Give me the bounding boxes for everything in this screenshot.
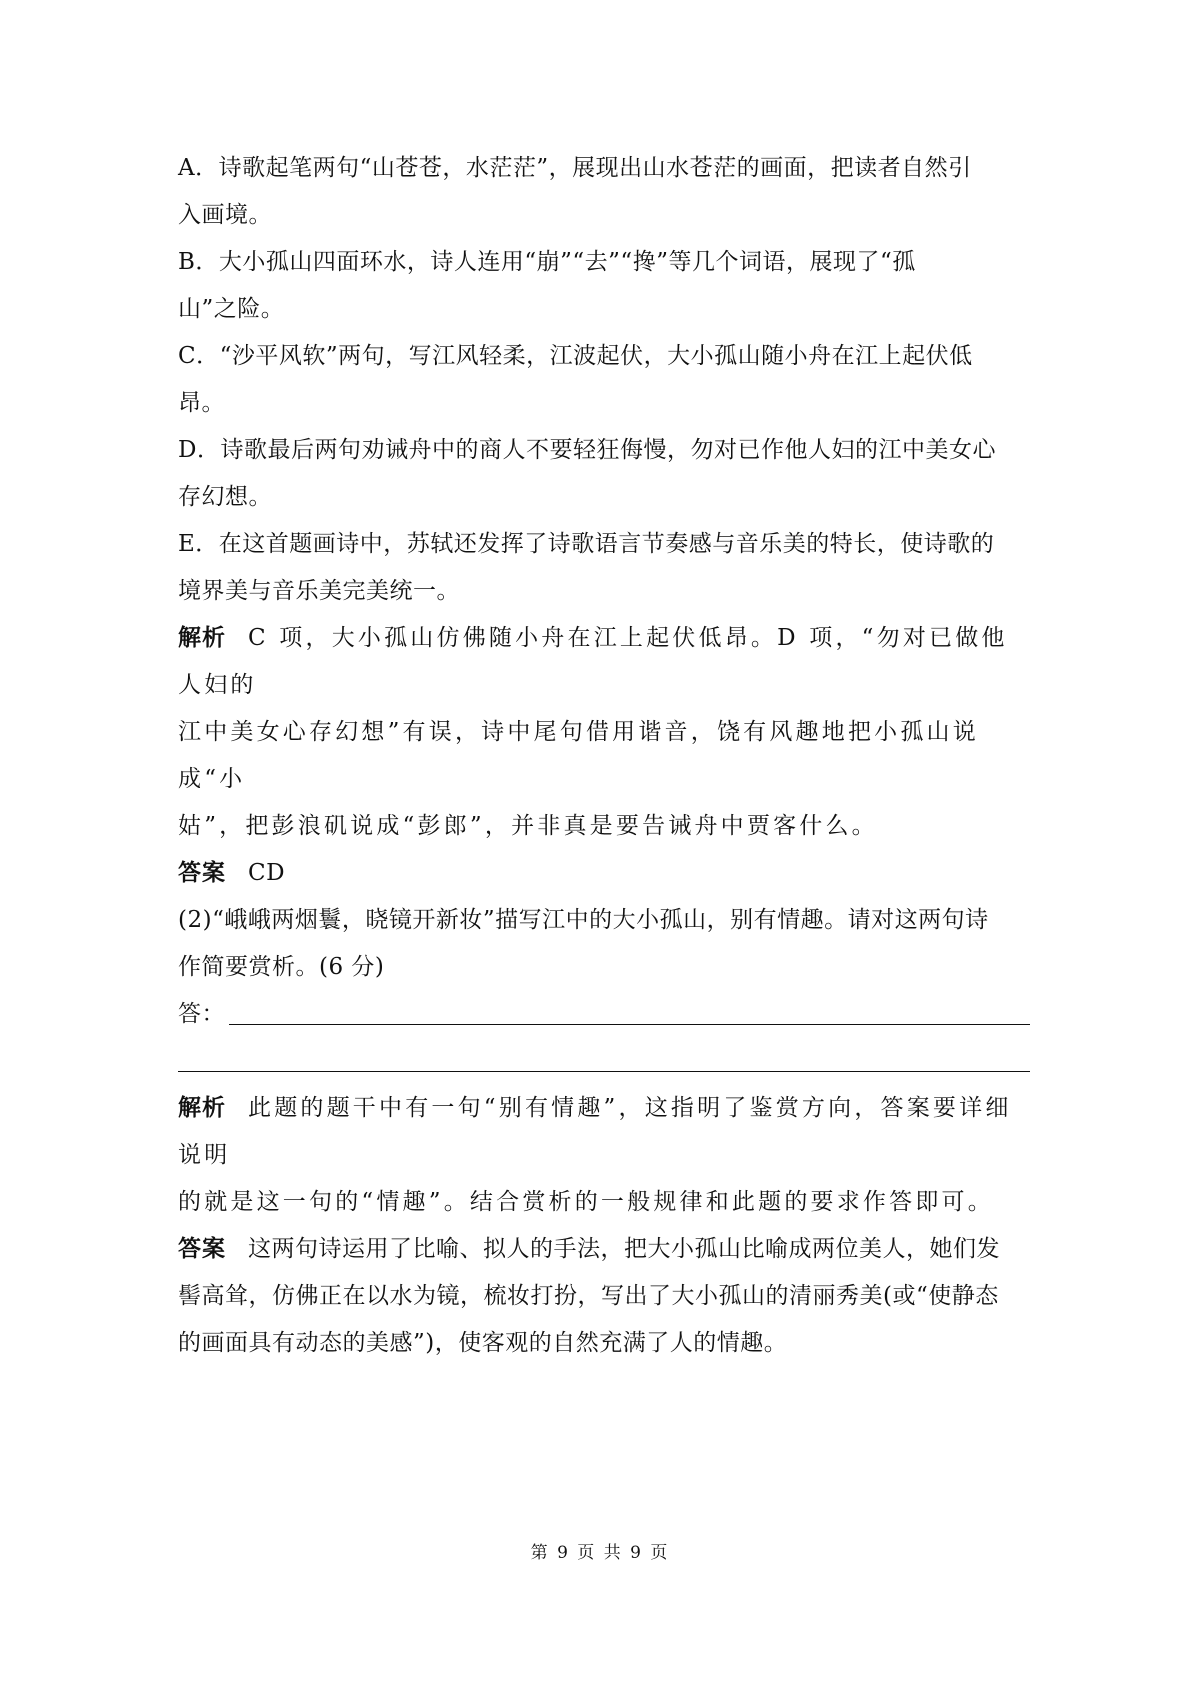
analysis-2-line2: 的就是这一句的“情趣”。结合赏析的一般规律和此题的要求作答即可。 xyxy=(178,1189,994,1215)
option-d-line1: D．诗歌最后两句劝诫舟中的商人不要轻狂侮慢，勿对已作他人妇的江中美女心 xyxy=(178,437,996,463)
answer-2-label: 答案 xyxy=(178,1236,226,1262)
option-a xyxy=(178,145,1030,239)
option-b-line2: 山”之险。 xyxy=(178,296,285,322)
document-body xyxy=(178,145,1030,1367)
option-c-line1: C．“沙平风软”两句，写江风轻柔，江波起伏，大小孤山随小舟在江上起伏低 xyxy=(178,343,973,369)
option-e xyxy=(178,521,1030,615)
answer-2 xyxy=(178,1226,1030,1367)
option-b-line1: B．大小孤山四面环水，诗人连用“崩”“去”“搀”等几个词语，展现了“孤 xyxy=(178,249,916,275)
analysis-1-line2: 江中美女心存幻想”有误，诗中尾句借用谐音，饶有风趣地把小孤山说成“小 xyxy=(178,719,979,792)
question-2 xyxy=(178,897,1030,1085)
option-c xyxy=(178,333,1030,427)
option-c-line2: 昂。 xyxy=(178,390,225,416)
question-2-line2: 作简要赏析。(6 分) xyxy=(178,954,385,980)
question-2-line1: (2)“峨峨两烟鬟，晓镜开新妆”描写江中的大小孤山，别有情趣。请对这两句诗 xyxy=(178,907,989,933)
answer-blank-line-2[interactable] xyxy=(178,1071,1030,1072)
answer-1 xyxy=(178,850,1030,897)
option-b xyxy=(178,239,1030,333)
answer-blank-row-2 xyxy=(178,1038,1030,1085)
analysis-2-line1: 此题的题干中有一句“别有情趣”，这指明了鉴赏方向，答案要详细说明 xyxy=(178,1095,1012,1168)
analysis-1-label: 解析 xyxy=(178,625,226,651)
option-d xyxy=(178,427,1030,521)
answer-prompt: 答： xyxy=(178,1001,225,1027)
option-a-line1: A．诗歌起笔两句“山苍苍，水茫茫”，展现出山水苍茫的画面，把读者自然引 xyxy=(178,155,972,181)
option-d-line2: 存幻想。 xyxy=(178,484,272,510)
answer-blank-row xyxy=(178,991,1030,1038)
answer-2-line2: 髻高耸，仿佛正在以水为镜，梳妆打扮，写出了大小孤山的清丽秀美(或“使静态 xyxy=(178,1283,999,1309)
page-footer: 第 9 页 共 9 页 xyxy=(530,1543,670,1563)
answer-2-line3: 的画面具有动态的美感”)，使客观的自然充满了人的情趣。 xyxy=(178,1330,788,1356)
analysis-1 xyxy=(178,615,1030,850)
analysis-2 xyxy=(178,1085,1030,1226)
analysis-1-line3: 姑”，把彭浪矶说成“彭郎”，并非真是要告诫舟中贾客什么。 xyxy=(178,813,878,839)
analysis-1-line1: C 项，大小孤山仿佛随小舟在江上起伏低昂。D 项，“勿对已做他人妇的 xyxy=(178,625,1008,698)
option-e-line2: 境界美与音乐美完美统一。 xyxy=(178,578,460,604)
analysis-2-label: 解析 xyxy=(178,1095,226,1121)
answer-blank-line-1[interactable] xyxy=(229,1024,1030,1025)
answer-2-line1: 这两句诗运用了比喻、拟人的手法，把大小孤山比喻成两位美人，她们发 xyxy=(248,1236,1000,1262)
option-e-line1: E．在这首题画诗中，苏轼还发挥了诗歌语言节奏感与音乐美的特长，使诗歌的 xyxy=(178,531,995,557)
option-a-line2: 入画境。 xyxy=(178,202,272,228)
answer-1-label: 答案 xyxy=(178,860,226,886)
answer-1-text: CD xyxy=(248,860,286,886)
